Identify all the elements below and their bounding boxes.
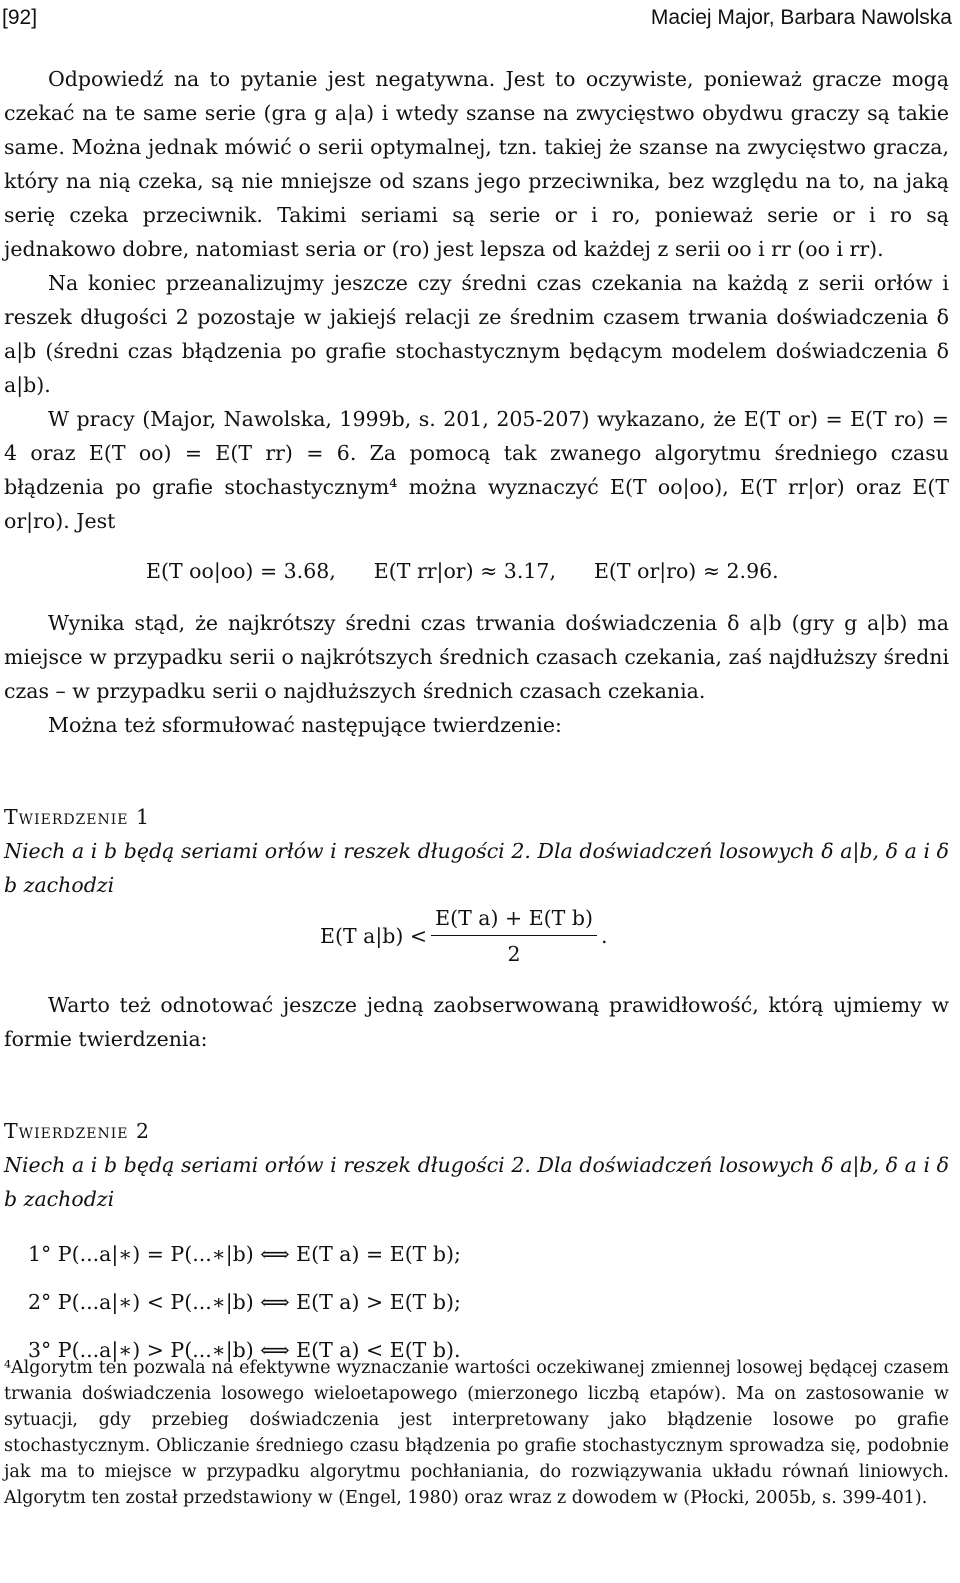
equation-term-rr: E(T rr|or) ≈ 3.17,	[373, 559, 556, 583]
fraction-numerator: E(T a) + E(T b)	[431, 904, 597, 936]
paragraph-5: Można też sformułować następujące twierdzenie:	[48, 713, 562, 737]
theorem-1-inequality	[320, 904, 949, 968]
inequality-period: .	[600, 924, 608, 948]
page-number: [92]	[2, 6, 38, 29]
paragraph-6: Warto też odnotować jeszcze jedną zaobserwowaną prawidłowość, którą ujmiemy w formie twierdzenia:	[4, 993, 949, 1051]
theorem-2-title: Twierdzenie 2	[4, 1119, 151, 1143]
paragraph-1: Odpowiedź na to pytanie jest negatywna. Jest to oczywiste, ponieważ gracze mogą czekać na te same serie (gra g a|a) i wtedy szanse na zwycięstwo obydwu graczy są takie same. Można jednak mówić o serii optymalnej, tzn. takiej że szanse na zwycięstwo gracza, który na nią czeka, są nie mniejsze od szans jego przeciwnika, bez względu na to, na jaką serię czeka przeciwnik. Takimi seriami są serie or i ro, ponieważ serie or i ro są jednakowo dobre, natomiast seria or (ro) jest lepsza od każdej z serii oo i rr (oo i rr).	[4, 67, 949, 261]
page-header	[0, 0, 960, 40]
condition-item: 3° P(...a|∗) > P(...∗|b) ⟺ E(T a) < E(T b).	[28, 1338, 461, 1362]
running-head-authors: Maciej Major, Barbara Nawolska	[650, 6, 952, 29]
equation-term-or: E(T or|ro) ≈ 2.96.	[593, 559, 779, 583]
equation-waiting-times	[146, 554, 949, 588]
equation-term-oo: E(T oo|oo) = 3.68,	[146, 559, 336, 583]
paragraph-4: Wynika stąd, że najkrótszy średni czas trwania doświadczenia δ a|b (gry g a|b) ma miejsce w przypadku serii o najkrótszych średnich czasach czekania, zaś najdłuższy średni czas – w przypadku serii o najdłuższych średnich czasach czekania.	[4, 611, 949, 703]
theorem-1-title: Twierdzenie 1	[4, 805, 151, 829]
paragraph-2: Na koniec przeanalizujmy jeszcze czy średni czas czekania na każdą z serii orłów i reszek długości 2 pozostaje w jakiejś relacji ze średnim czasem trwania doświadczenia δ a|b (średni czas błądzenia po grafie stochastycznym będącym modelem doświadczenia δ a|b).	[4, 271, 949, 397]
condition-item: 2° P(...a|∗) < P(...∗|b) ⟺ E(T a) > E(T b);	[28, 1290, 461, 1314]
inequality-lhs: E(T a|b) <	[320, 924, 428, 948]
theorem-1-body: Niech a i b będą seriami orłów i reszek długości 2. Dla doświadczeń losowych δ a|b, δ a i δ b zachodzi	[4, 839, 949, 897]
theorem-1	[4, 800, 949, 968]
main-text	[4, 62, 949, 1374]
theorem-2-body: Niech a i b będą seriami orłów i reszek długości 2. Dla doświadczeń losowych δ a|b, δ a i δ b zachodzi	[4, 1153, 949, 1211]
paragraph-3: W pracy (Major, Nawolska, 1999b, s. 201, 205-207) wykazano, że E(T or) = E(T ro) = 4 oraz E(T oo) = E(T rr) = 6. Za pomocą tak zwanego algorytmu średniego czasu błądzenia po grafie stochastycznym⁴ można wyznaczyć E(T oo|oo), E(T rr|or) oraz E(T or|ro). Jest	[4, 407, 949, 533]
theorem-2	[4, 1114, 949, 1374]
fraction-denominator: 2	[507, 942, 521, 966]
condition-item: 1° P(...a|∗) = P(...∗|b) ⟺ E(T a) = E(T b);	[28, 1242, 461, 1266]
fraction	[431, 904, 597, 968]
footnote: ⁴Algorytm ten pozwala na efektywne wyznaczanie wartości oczekiwanej zmiennej losowej będącej czasem trwania doświadczenia losowego wieloetapowego (mierzonego liczbą etapów). Ma on zastosowanie w sytuacji, gdy przebieg doświadczenia jest interpretowany jako błądzenie losowe po grafie stochastycznym. Obliczanie średniego czasu błądzenia po grafie stochastycznym sprowadza się, podobnie jak ma to miejsce w przypadku algorytmu pochłaniania, do rozwiązywania układu równań liniowych. Algorytm ten został przedstawiony w (Engel, 1980) oraz wraz z dowodem w (Płocki, 2005b, s. 399-401).	[4, 1358, 949, 1508]
theorem-2-conditions	[28, 1230, 949, 1374]
